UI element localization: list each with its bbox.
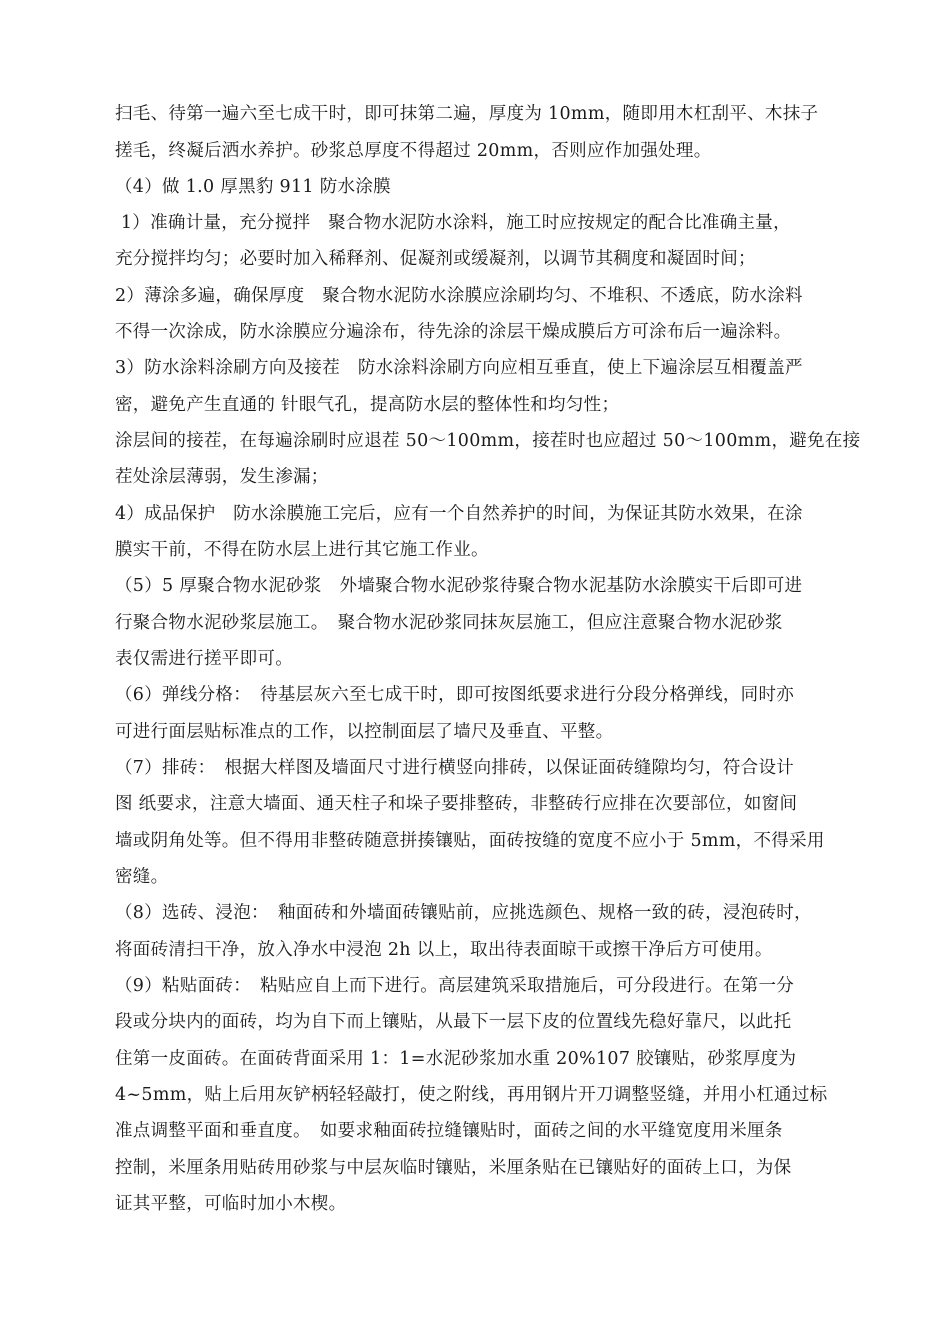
text-line: 扫毛、待第一遍六至七成干时，即可抹第二遍，厚度为 10mm，随即用木杠刮平、木抹子 <box>115 104 819 124</box>
text-line: 3）防水涂料涂刷方向及接茬 防水涂料涂刷方向应相互垂直，使上下遍涂层互相覆盖严 <box>115 358 803 378</box>
text-line: 4）成品保护 防水涂膜施工完后，应有一个自然养护的时间，为保证其防水效果，在涂 <box>115 504 803 524</box>
text-line: 密缝。 <box>115 867 169 887</box>
text-line: 图 纸要求，注意大墙面、通天柱子和垛子要排整砖，非整砖行应排在次要部位，如窗间 <box>115 794 798 814</box>
text-line: 表仅需进行搓平即可。 <box>115 649 293 669</box>
text-line: 准点调整平面和垂直度。 如要求釉面砖拉缝镶贴时，面砖之间的水平缝宽度用米厘条 <box>115 1121 783 1141</box>
text-line: （6）弹线分格： 待基层灰六至七成干时，即可按图纸要求进行分段分格弹线，同时亦 <box>115 685 795 705</box>
text-line: （5）5 厚聚合物水泥砂浆 外墙聚合物水泥砂浆待聚合物水泥基防水涂膜实干后即可进 <box>115 576 803 596</box>
text-line: 茬处涂层薄弱，发生渗漏； <box>115 467 329 487</box>
text-line: 住第一皮面砖。在面砖背面采用 1：1=水泥砂浆加水重 20%107 胶镶贴，砂浆厚度为 <box>115 1049 797 1069</box>
text-line: （7）排砖： 根据大样图及墙面尺寸进行横竖向排砖，以保证面砖缝隙均匀，符合设计 <box>115 758 795 778</box>
text-line: 密，避免产生直通的 针眼气孔，提高防水层的整体性和均匀性； <box>115 395 620 415</box>
text-line: 控制，米厘条用贴砖用砂浆与中层灰临时镶贴，米厘条贴在已镶贴好的面砖上口，为保 <box>115 1158 792 1178</box>
text-line: 4~5mm，贴上后用灰铲柄轻轻敲打，使之附线，再用钢片开刀调整竖缝，并用小杠通过标 <box>115 1085 828 1105</box>
text-line: 行聚合物水泥砂浆层施工。 聚合物水泥砂浆同抹灰层施工，但应注意聚合物水泥砂浆 <box>115 613 783 633</box>
text-line: （4）做 1.0 厚黑豹 911 防水涂膜 <box>115 177 391 197</box>
text-line: 2）薄涂多遍，确保厚度 聚合物水泥防水涂膜应涂刷均匀、不堆积、不透底，防水涂料 <box>115 286 803 306</box>
text-line: （8）选砖、浸泡： 釉面砖和外墙面砖镶贴前，应挑选颜色、规格一致的砖，浸泡砖时， <box>115 903 812 923</box>
text-line: 搓毛，终凝后洒水养护。砂浆总厚度不得超过 20mm，否则应作加强处理。 <box>115 141 712 161</box>
text-line: 膜实干前，不得在防水层上进行其它施工作业。 <box>115 540 489 560</box>
text-line: 可进行面层贴标准点的工作，以控制面层了墙尺及垂直、平整。 <box>115 722 614 742</box>
text-line: 充分搅拌均匀；必要时加入稀释剂、促凝剂或缓凝剂，以调节其稠度和凝固时间； <box>115 249 756 269</box>
text-line: 墙或阴角处等。但不得用非整砖随意拼揍镶贴，面砖按缝的宽度不应小于 5mm，不得采用 <box>115 831 825 851</box>
text-line: 证其平整，可临时加小木楔。 <box>115 1194 347 1214</box>
text-line: 段或分块内的面砖，均为自下而上镶贴，从最下一层下皮的位置线先稳好靠尺，以此托 <box>115 1012 792 1032</box>
text-line: 1）准确计量，充分搅拌 聚合物水泥防水涂料，施工时应按规定的配合比准确主量， <box>115 213 791 233</box>
text-line: （9）粘贴面砖： 粘贴应自上而下进行。高层建筑采取措施后，可分段进行。在第一分 <box>115 976 795 996</box>
text-line: 涂层间的接茬，在每遍涂刷时应退茬 50～100mm，接茬时也应超过 50～100mm，避免在接 <box>115 431 861 451</box>
text-line: 将面砖清扫干净，放入净水中浸泡 2h 以上，取出待表面晾干或擦干净后方可使用。 <box>115 940 773 960</box>
text-line: 不得一次涂成，防水涂膜应分遍涂布，待先涂的涂层干燥成膜后方可涂布后一遍涂料。 <box>115 322 792 342</box>
